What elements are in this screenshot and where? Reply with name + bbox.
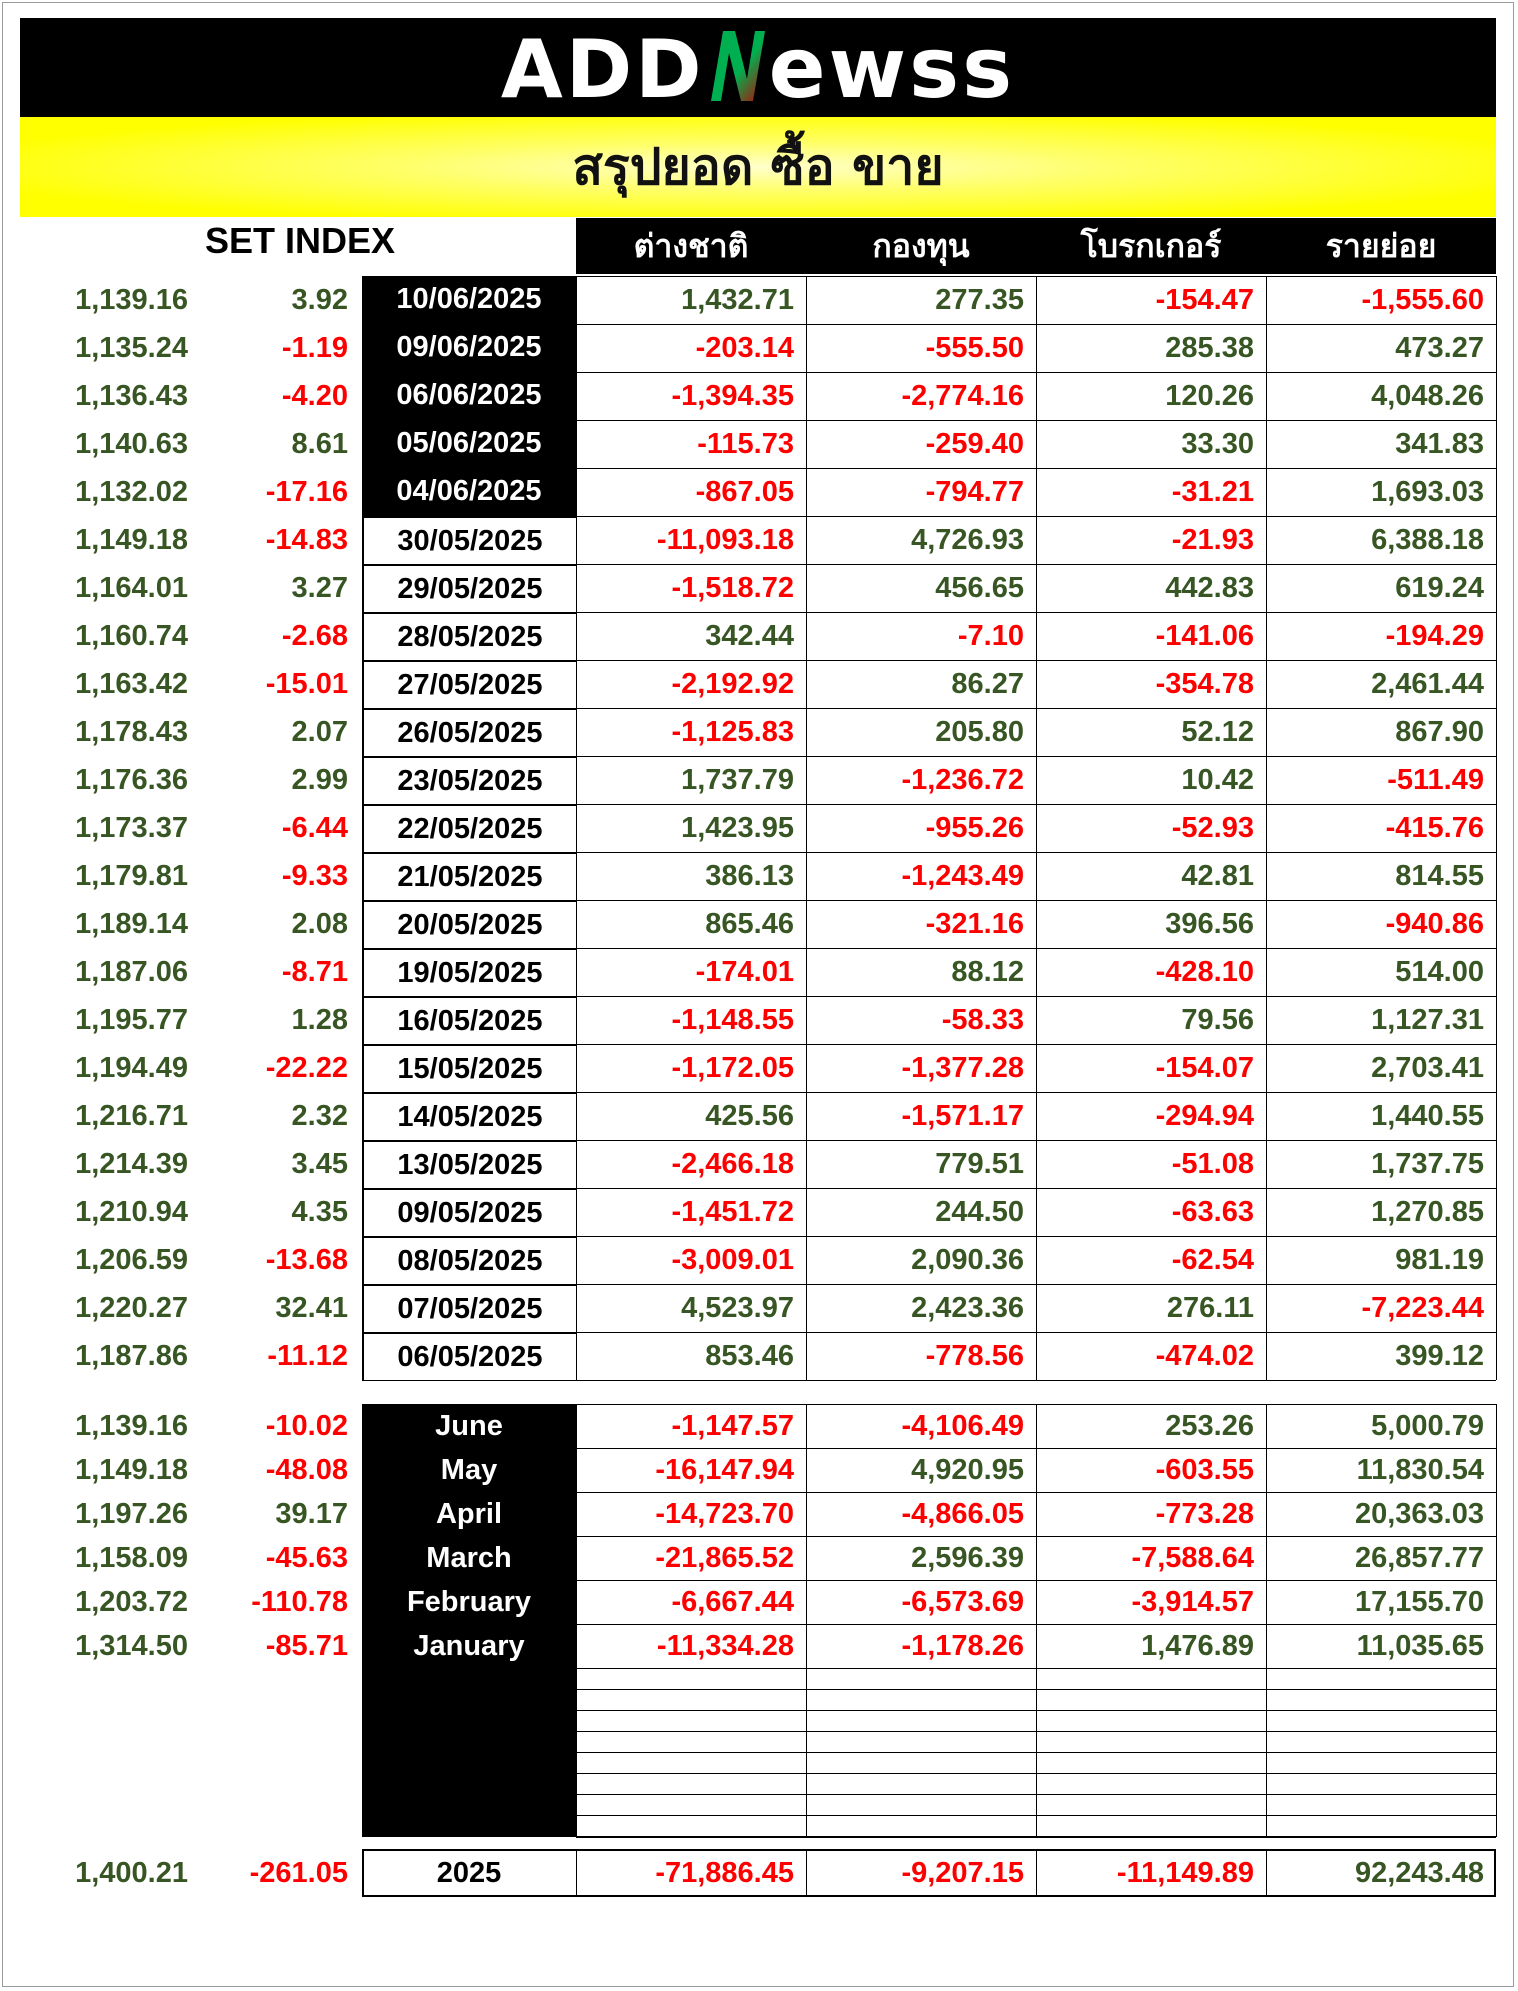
- value-brokers: -63.63: [1171, 1196, 1254, 1228]
- month-funds: 2,596.39: [911, 1542, 1024, 1574]
- month-brokers: 1,476.89: [1141, 1630, 1254, 1662]
- grid-horizontal-line: [576, 1837, 1496, 1838]
- set-index-change: -14.83: [265, 524, 348, 556]
- month-foreign: -16,147.94: [655, 1454, 794, 1486]
- row-date: 08/05/2025: [362, 1236, 576, 1284]
- month-label: March: [426, 1541, 512, 1574]
- set-index-change: -1.19: [281, 332, 348, 364]
- value-funds: 456.65: [935, 572, 1024, 604]
- grid-vertical-line: [576, 1404, 577, 1837]
- grid-vertical-line: [1266, 276, 1267, 1380]
- month-brokers: -773.28: [1155, 1498, 1254, 1530]
- value-foreign: -2,466.18: [671, 1148, 794, 1180]
- month-foreign: -1,147.57: [671, 1410, 794, 1442]
- set-index-change: 2.07: [291, 716, 348, 748]
- set-index-value: 1,132.02: [75, 476, 188, 508]
- value-retail: 1,127.31: [1371, 1004, 1484, 1036]
- set-index-change: -8.71: [281, 956, 348, 988]
- set-index-value: 1,206.59: [75, 1244, 188, 1276]
- value-retail: 619.24: [1395, 572, 1484, 604]
- month-set-index: 1,149.18: [75, 1454, 188, 1486]
- value-brokers: 442.83: [1165, 572, 1254, 604]
- value-funds: 4,726.93: [911, 524, 1024, 556]
- title-bar: [20, 117, 1496, 217]
- value-brokers: -21.93: [1171, 524, 1254, 556]
- month-set-index: 1,139.16: [75, 1410, 188, 1442]
- value-brokers: -51.08: [1171, 1148, 1254, 1180]
- month-foreign: -11,334.28: [656, 1630, 794, 1662]
- value-retail: 4,048.26: [1371, 380, 1484, 412]
- row-date: 27/05/2025: [362, 660, 576, 708]
- value-foreign: -1,394.35: [671, 380, 794, 412]
- grid-horizontal-line: [362, 516, 576, 518]
- set-index-change: -22.22: [265, 1052, 348, 1084]
- month-set-index: 1,203.72: [75, 1586, 188, 1618]
- value-funds: -1,236.72: [901, 764, 1024, 796]
- set-index-value: 1,135.24: [75, 332, 188, 364]
- value-funds: -955.26: [925, 812, 1024, 844]
- set-index-change: 4.35: [291, 1196, 348, 1228]
- value-retail: -194.29: [1385, 620, 1484, 652]
- set-index-value: 1,189.14: [75, 908, 188, 940]
- row-date: 23/05/2025: [362, 756, 576, 804]
- row-date: 28/05/2025: [362, 612, 576, 660]
- row-date: 19/05/2025: [362, 948, 576, 996]
- value-funds: 88.12: [951, 956, 1024, 988]
- grid-vertical-line: [1266, 1849, 1267, 1897]
- set-index-value: 1,194.49: [75, 1052, 188, 1084]
- value-foreign: 1,432.71: [681, 284, 794, 316]
- month-set-change: -48.08: [265, 1454, 348, 1486]
- row-date: 16/05/2025: [362, 996, 576, 1044]
- set-index-value: 1,160.74: [75, 620, 188, 652]
- set-index-value: 1,220.27: [75, 1292, 188, 1324]
- set-index-value: 1,164.01: [75, 572, 188, 604]
- row-date: 09/06/2025: [362, 324, 576, 372]
- set-index-change: 32.41: [275, 1292, 348, 1324]
- value-brokers: 33.30: [1181, 428, 1254, 460]
- value-funds: -794.77: [925, 476, 1024, 508]
- set-index-value: 1,210.94: [75, 1196, 188, 1228]
- grid-vertical-line: [1036, 1849, 1037, 1897]
- set-index-value: 1,163.42: [75, 668, 188, 700]
- grid-vertical-line: [1496, 1404, 1497, 1837]
- month-retail: 11,035.65: [1356, 1630, 1484, 1662]
- page-title: สรุปยอด ซื้อ ขาย: [572, 137, 944, 196]
- set-index-value: 1,187.06: [75, 956, 188, 988]
- value-funds: -1,571.17: [901, 1100, 1024, 1132]
- grid-vertical-line: [806, 276, 807, 1380]
- month-funds: -4,866.05: [901, 1498, 1024, 1530]
- header-retail: รายย่อย: [1325, 226, 1437, 265]
- value-brokers: -62.54: [1171, 1244, 1254, 1276]
- value-foreign: 1,737.79: [681, 764, 794, 796]
- row-date: 13/05/2025: [362, 1140, 576, 1188]
- grid-vertical-line: [1266, 1404, 1267, 1837]
- month-set-index: 1,314.50: [75, 1630, 188, 1662]
- value-retail: -511.49: [1387, 764, 1484, 796]
- value-foreign: -1,172.05: [671, 1052, 794, 1084]
- value-funds: 2,090.36: [911, 1244, 1024, 1276]
- value-brokers: -354.78: [1155, 668, 1254, 700]
- set-index-change: 8.61: [291, 428, 348, 460]
- month-brokers: -3,914.57: [1131, 1586, 1254, 1618]
- value-foreign: -867.05: [695, 476, 794, 508]
- set-index-change: -15.01: [265, 668, 348, 700]
- grid-vertical-line: [1496, 276, 1497, 1380]
- logo-bar: [20, 18, 1496, 117]
- row-date: 22/05/2025: [362, 804, 576, 852]
- grid-vertical-line: [576, 276, 577, 1380]
- set-index-value: 1,187.86: [75, 1340, 188, 1372]
- year-retail: 92,243.48: [1354, 1857, 1484, 1889]
- header-brokers: โบรกเกอร์: [1080, 226, 1222, 265]
- value-retail: 473.27: [1395, 332, 1484, 364]
- set-index-value: 1,216.71: [75, 1100, 188, 1132]
- month-brokers: 253.26: [1165, 1410, 1254, 1442]
- row-date: 26/05/2025: [362, 708, 576, 756]
- value-retail: 6,388.18: [1371, 524, 1484, 556]
- value-funds: 277.35: [935, 284, 1024, 316]
- value-brokers: 396.56: [1165, 908, 1254, 940]
- grid-vertical-line: [1036, 1404, 1037, 1837]
- set-index-value: 1,139.16: [75, 284, 188, 316]
- set-index-change: -4.20: [281, 380, 348, 412]
- row-date: 04/06/2025: [362, 468, 576, 516]
- value-brokers: -141.06: [1155, 620, 1254, 652]
- month-funds: 4,920.95: [911, 1454, 1024, 1486]
- grid-vertical-line: [362, 276, 363, 1380]
- row-date: 21/05/2025: [362, 852, 576, 900]
- value-funds: -1,377.28: [901, 1052, 1024, 1084]
- addnewss-logo: ADD ewss: [500, 18, 1016, 117]
- value-funds: -2,774.16: [901, 380, 1024, 412]
- value-retail: 814.55: [1395, 860, 1484, 892]
- value-foreign: -2,192.92: [671, 668, 794, 700]
- set-index-change: 2.08: [291, 908, 348, 940]
- value-funds: 2,423.36: [911, 1292, 1024, 1324]
- value-retail: 2,461.44: [1371, 668, 1484, 700]
- value-foreign: -203.14: [695, 332, 794, 364]
- value-foreign: 1,423.95: [681, 812, 794, 844]
- value-brokers: -154.07: [1155, 1052, 1254, 1084]
- value-funds: 779.51: [935, 1148, 1024, 1180]
- set-index-value: 1,179.81: [75, 860, 188, 892]
- set-index-change: -13.68: [265, 1244, 348, 1276]
- value-retail: 1,693.03: [1371, 476, 1484, 508]
- value-foreign: 4,523.97: [681, 1292, 794, 1324]
- value-retail: 514.00: [1395, 956, 1484, 988]
- value-foreign: -115.73: [697, 428, 794, 460]
- set-index-change: 2.32: [291, 1100, 348, 1132]
- set-index-change: 1.28: [291, 1004, 348, 1036]
- grid-horizontal-line: [362, 1380, 1496, 1381]
- month-retail: 5,000.79: [1371, 1410, 1484, 1442]
- month-foreign: -21,865.52: [655, 1542, 794, 1574]
- set-index-change: -11.12: [267, 1340, 348, 1372]
- set-index-value: 1,214.39: [75, 1148, 188, 1180]
- row-date: 14/05/2025: [362, 1092, 576, 1140]
- logo-n-mark: [707, 27, 767, 103]
- year-foreign: -71,886.45: [655, 1857, 794, 1889]
- value-retail: -415.76: [1385, 812, 1484, 844]
- month-set-change: -110.78: [251, 1586, 348, 1618]
- month-retail: 20,363.03: [1354, 1498, 1484, 1530]
- month-label: April: [435, 1497, 503, 1530]
- value-retail: -940.86: [1385, 908, 1484, 940]
- set-index-change: 2.99: [291, 764, 348, 796]
- value-funds: 86.27: [951, 668, 1024, 700]
- month-funds: -6,573.69: [901, 1586, 1024, 1618]
- value-retail: -7,223.44: [1361, 1292, 1484, 1324]
- value-brokers: -154.47: [1155, 284, 1254, 316]
- set-index-value: 1,178.43: [75, 716, 188, 748]
- month-set-change: -45.63: [265, 1542, 348, 1574]
- month-label: June: [435, 1409, 503, 1442]
- month-label: May: [440, 1453, 498, 1486]
- header-foreign: ต่างชาติ: [633, 226, 749, 265]
- month-brokers: -7,588.64: [1131, 1542, 1254, 1574]
- grid-vertical-line: [806, 1849, 807, 1897]
- set-index-change: 3.27: [291, 572, 348, 604]
- row-date: 07/05/2025: [362, 1284, 576, 1332]
- month-retail: 17,155.70: [1354, 1586, 1484, 1618]
- month-foreign: -14,723.70: [655, 1498, 794, 1530]
- month-set-index: 1,158.09: [75, 1542, 188, 1574]
- value-funds: 205.80: [935, 716, 1024, 748]
- year-set-change: -261.05: [249, 1857, 348, 1889]
- value-brokers: 120.26: [1165, 380, 1254, 412]
- value-brokers: 10.42: [1181, 764, 1254, 796]
- row-date: 09/05/2025: [362, 1188, 576, 1236]
- value-funds: 244.50: [935, 1196, 1024, 1228]
- set-index-change: 3.45: [291, 1148, 348, 1180]
- value-retail: 399.12: [1395, 1340, 1484, 1372]
- set-index-change: 3.92: [291, 284, 348, 316]
- row-date: 20/05/2025: [362, 900, 576, 948]
- row-date: 30/05/2025: [362, 516, 576, 564]
- value-foreign: 853.46: [705, 1340, 794, 1372]
- month-retail: 11,830.54: [1356, 1454, 1484, 1486]
- value-funds: -259.40: [925, 428, 1024, 460]
- month-set-index: 1,197.26: [75, 1498, 188, 1530]
- value-retail: 981.19: [1395, 1244, 1484, 1276]
- month-label: January: [413, 1629, 525, 1662]
- grid-vertical-line: [576, 1849, 577, 1897]
- row-date: 06/05/2025: [362, 1332, 576, 1380]
- value-retail: 1,440.55: [1371, 1100, 1484, 1132]
- value-funds: -7.10: [957, 620, 1024, 652]
- set-index-value: 1,149.18: [75, 524, 188, 556]
- value-funds: -555.50: [925, 332, 1024, 364]
- value-brokers: -294.94: [1155, 1100, 1254, 1132]
- month-brokers: -603.55: [1155, 1454, 1254, 1486]
- value-funds: -778.56: [925, 1340, 1024, 1372]
- value-brokers: 285.38: [1165, 332, 1254, 364]
- value-brokers: -52.93: [1171, 812, 1254, 844]
- year-brokers: -11,149.89: [1116, 1857, 1254, 1889]
- set-index-value: 1,176.36: [75, 764, 188, 796]
- value-foreign: -1,125.83: [671, 716, 794, 748]
- month-funds: -1,178.26: [901, 1630, 1024, 1662]
- value-brokers: 42.81: [1181, 860, 1254, 892]
- value-funds: -1,243.49: [901, 860, 1024, 892]
- set-index-change: -9.33: [281, 860, 348, 892]
- value-brokers: 52.12: [1181, 716, 1254, 748]
- grid-vertical-line: [806, 1404, 807, 1837]
- value-foreign: 865.46: [705, 908, 794, 940]
- value-foreign: -174.01: [695, 956, 794, 988]
- row-date: 29/05/2025: [362, 564, 576, 612]
- value-foreign: -1,518.72: [671, 572, 794, 604]
- row-date: 05/06/2025: [362, 420, 576, 468]
- value-funds: -58.33: [941, 1004, 1024, 1036]
- header-funds: กองทุน: [872, 226, 970, 265]
- row-date: 10/06/2025: [362, 276, 576, 324]
- set-index-change: -17.16: [265, 476, 348, 508]
- value-foreign: 425.56: [705, 1100, 794, 1132]
- month-retail: 26,857.77: [1354, 1542, 1484, 1574]
- month-set-change: -85.71: [265, 1630, 348, 1662]
- value-funds: -321.16: [925, 908, 1024, 940]
- value-brokers: 79.56: [1181, 1004, 1254, 1036]
- month-label: February: [406, 1585, 532, 1618]
- month-set-change: 39.17: [275, 1498, 348, 1530]
- value-brokers: -31.21: [1171, 476, 1254, 508]
- year-set-index: 1,400.21: [75, 1857, 188, 1889]
- value-brokers: 276.11: [1166, 1292, 1254, 1324]
- value-retail: 1,270.85: [1371, 1196, 1484, 1228]
- set-index-change: -2.68: [281, 620, 348, 652]
- month-foreign: -6,667.44: [671, 1586, 794, 1618]
- year-funds: -9,207.15: [901, 1857, 1024, 1889]
- value-retail: 2,703.41: [1371, 1052, 1484, 1084]
- value-foreign: 342.44: [705, 620, 794, 652]
- value-brokers: -474.02: [1155, 1340, 1254, 1372]
- value-retail: -1,555.60: [1361, 284, 1484, 316]
- value-foreign: -1,451.72: [671, 1196, 794, 1228]
- value-retail: 867.90: [1395, 716, 1484, 748]
- value-foreign: -11,093.18: [656, 524, 794, 556]
- value-brokers: -428.10: [1155, 956, 1254, 988]
- set-index-value: 1,136.43: [75, 380, 188, 412]
- set-index-label: SET INDEX: [205, 220, 396, 261]
- value-foreign: -1,148.55: [671, 1004, 794, 1036]
- month-funds: -4,106.49: [901, 1410, 1024, 1442]
- value-foreign: 386.13: [705, 860, 794, 892]
- set-index-change: -6.44: [281, 812, 348, 844]
- set-index-value: 1,140.63: [75, 428, 188, 460]
- value-foreign: -3,009.01: [671, 1244, 794, 1276]
- year-label: 2025: [436, 1856, 502, 1889]
- value-retail: 341.83: [1395, 428, 1484, 460]
- grid-vertical-line: [1036, 276, 1037, 1380]
- set-index-value: 1,173.37: [75, 812, 188, 844]
- set-index-value: 1,195.77: [75, 1004, 188, 1036]
- value-retail: 1,737.75: [1371, 1148, 1484, 1180]
- row-date: 15/05/2025: [362, 1044, 576, 1092]
- month-set-change: -10.02: [265, 1410, 348, 1442]
- row-date: 06/06/2025: [362, 372, 576, 420]
